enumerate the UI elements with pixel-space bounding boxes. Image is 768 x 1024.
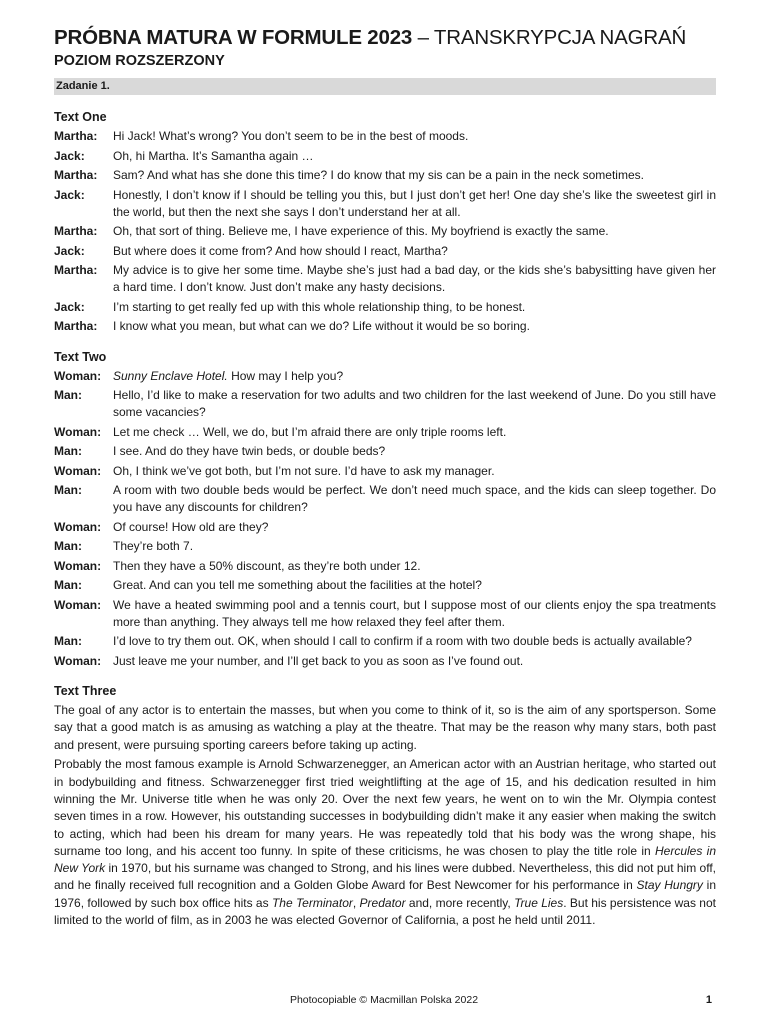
copyright-notice: Photocopiable © Macmillan Polska 2022: [289, 994, 479, 1006]
utterance: Oh, I think we’ve got both, but I’m not sure. I’d have to ask my manager.: [113, 463, 495, 478]
dialogue-line: [54, 318, 716, 335]
speaker-label: Man:: [54, 578, 82, 592]
utterance: Then they have a 50% discount, as they’re both under 12.: [113, 558, 421, 573]
speaker-label: Woman:: [54, 424, 102, 439]
film-title: Stay Hungry: [636, 878, 703, 893]
speaker-label: Martha:: [54, 224, 98, 238]
dialogue-line: [54, 368, 716, 385]
film-title: Predator: [359, 895, 406, 910]
dialogue-line: [54, 597, 716, 631]
speaker-label: Woman:: [54, 519, 102, 534]
utterance: Just leave me your number, and I’ll get back to you as soon as I’ve found out.: [113, 653, 524, 668]
utterance: Oh, that sort of thing. Believe me, I have experience of this. My boyfriend is exactly the same.: [113, 224, 609, 238]
dialogue-line: [54, 387, 716, 421]
paragraph-schwarzenegger: [54, 756, 716, 929]
dialogue-line: [54, 538, 716, 555]
dialogue-line: [54, 424, 716, 441]
dialogue-line: [54, 463, 716, 480]
speaker-label: Man:: [54, 388, 82, 402]
para-text: ,: [352, 895, 360, 910]
dialogue-line: [54, 243, 716, 260]
section-title-text-three: Text Three: [54, 684, 117, 698]
dialogue-line: [54, 558, 716, 575]
utterance: Oh, hi Martha. It’s Samantha again …: [113, 148, 314, 163]
dialogue-line: [54, 128, 716, 145]
utterance: We have a heated swimming pool and a tennis court, but I suppose most of our clients enjoy the spa treatments more than anything. They always tell me how relaxed they feel after them.: [113, 597, 716, 629]
page: [54, 26, 716, 932]
utterance: I’m starting to get really fed up with this whole relationship thing, to be honest.: [113, 299, 526, 314]
utterance: Sam? And what has she done this time? I do know that my sis can be a pain in the neck sometimes.: [113, 168, 644, 182]
film-title: The Terminator: [271, 895, 353, 910]
dialogue-line: [54, 633, 716, 650]
dialogue-line: [54, 577, 716, 594]
para-text: in 1970, but his surname was changed to Strong, and his lines were dubbed. Nevertheless, this did not put him off, and he finally received full recognition and a Golden Globe Award for Best Newcomer for his performance in: [54, 861, 716, 893]
utterance: I see. And do they have twin beds, or double beds?: [113, 444, 386, 458]
para-text: in 1976, followed by such box office hits as: [54, 878, 717, 910]
utterance: Hello, I’d like to make a reservation for two adults and two children for the last weekend of June. Do you still have some vacancies?: [113, 388, 716, 419]
page-title: [54, 26, 716, 50]
page-subtitle: POZIOM ROZSZERZONY: [54, 53, 225, 69]
dialogue-text-two: [54, 368, 716, 670]
para-text: and, more recently,: [405, 895, 515, 910]
film-title: True Lies: [514, 895, 564, 910]
speaker-label: Man:: [54, 483, 82, 497]
speaker-label: Woman:: [54, 463, 102, 478]
utterance: My advice is to give her some time. Maybe she’s just had a bad day, or the kids she’s babysitting have given her a hard time. I don’t know. Just don’t make any hasty decisions.: [113, 263, 716, 294]
speaker-label: Martha:: [54, 168, 98, 182]
dialogue-line: [54, 653, 716, 670]
dialogue-line: [54, 262, 716, 296]
dialogue-line: [54, 167, 716, 184]
page-footer: [0, 992, 768, 1008]
paragraph-intro: The goal of any actor is to entertain the masses, but when you come to think of it, so is the aim of any sportsperson. Some say that a good match is as amusing as watching a play at the theatre. That may be the reason why many stars, both past and present, were pursuing sporting careers before taking up acting.: [54, 703, 716, 752]
utterance: Let me check … Well, we do, but I’m afraid there are only triple rooms left.: [113, 424, 507, 439]
dialogue-line: [54, 187, 716, 221]
speaker-label: Jack:: [54, 148, 85, 163]
utterance: Of course! How old are they?: [113, 519, 269, 534]
dialogue-line: [54, 299, 716, 316]
utterance: A room with two double beds would be perfect. We don’t need much space, and the kids can sleep together. Do you have any discounts for children?: [113, 483, 716, 514]
speaker-label: Martha:: [54, 319, 98, 333]
title-suffix: – TRANSKRYPCJA NAGRAŃ: [412, 26, 687, 49]
speaker-label: Jack:: [54, 243, 85, 258]
dialogue-text-one: [54, 128, 716, 335]
speaker-label: Man:: [54, 539, 82, 553]
utterance: But where does it come from? And how should I react, Martha?: [113, 243, 448, 258]
speaker-label: Woman:: [54, 368, 102, 383]
para-text: . But his persistence was not limited to the world of film, as in 2003 he was elected Governor of California, a post he held until 2011.: [54, 895, 716, 928]
dialogue-line: [54, 519, 716, 536]
speaker-label: Man:: [54, 634, 82, 648]
dialogue-line: [54, 148, 716, 165]
task-header: Zadanie 1.: [54, 78, 716, 95]
speaker-label: Woman:: [54, 597, 102, 612]
page-number: 1: [705, 994, 712, 1006]
dialogue-line: [54, 482, 716, 516]
speaker-label: Jack:: [54, 187, 85, 202]
speaker-label: Jack:: [54, 299, 85, 314]
speaker-label: Martha:: [54, 129, 98, 143]
utterance: [113, 368, 716, 385]
film-title: Hercules in New York: [54, 843, 717, 876]
speaker-label: Man:: [54, 444, 82, 458]
utterance: They’re both 7.: [113, 539, 194, 553]
para-text: Probably the most famous example is Arnold Schwarzenegger, an American actor with an Austrian heritage, who started out in bodybuilding and fitness. Schwarzenegger first tried weightlifting at the age of 15, and his dedication resulted in him winning the Mr. Universe title when he was only 20. Over the next few years, he went on to win the Mr. Olympia contest seven times in a row. However, his outstanding successes in bodybuilding didn’t make it any easier when making the switch to acting, which had been his dream for many years. He was repeatedly told that his body was the wrong shape, his surname too long, and his accent too funny. In spite of these criticisms, he was chosen to play the title role in: [54, 757, 716, 858]
dialogue-line: [54, 443, 716, 460]
speaker-label: Martha:: [54, 263, 98, 277]
utterance-text: How may I help you?: [227, 368, 344, 383]
utterance: Honestly, I don’t know if I should be telling you this, but I just don’t get her! One day she’s like the sweetest girl in the world, but then the next she says I don’t understand her at all.: [113, 187, 716, 219]
speaker-label: Woman:: [54, 558, 102, 573]
utterance: Hi Jack! What’s wrong? You don’t seem to be in the best of moods.: [113, 129, 469, 143]
utterance: Great. And can you tell me something about the facilities at the hotel?: [113, 578, 482, 592]
hotel-name: Sunny Enclave Hotel.: [113, 368, 228, 383]
title-main: PRÓBNA MATURA W FORMULE 2023: [54, 26, 413, 49]
utterance: I’d love to try them out. OK, when should I call to confirm if a room with two double beds is actually available?: [113, 634, 692, 648]
dialogue-line: [54, 223, 716, 240]
section-title-text-one: Text One: [54, 110, 107, 124]
speaker-label: Woman:: [54, 653, 102, 668]
section-title-text-two: Text Two: [54, 349, 107, 364]
utterance: I know what you mean, but what can we do? Life without it would be so boring.: [113, 319, 530, 333]
